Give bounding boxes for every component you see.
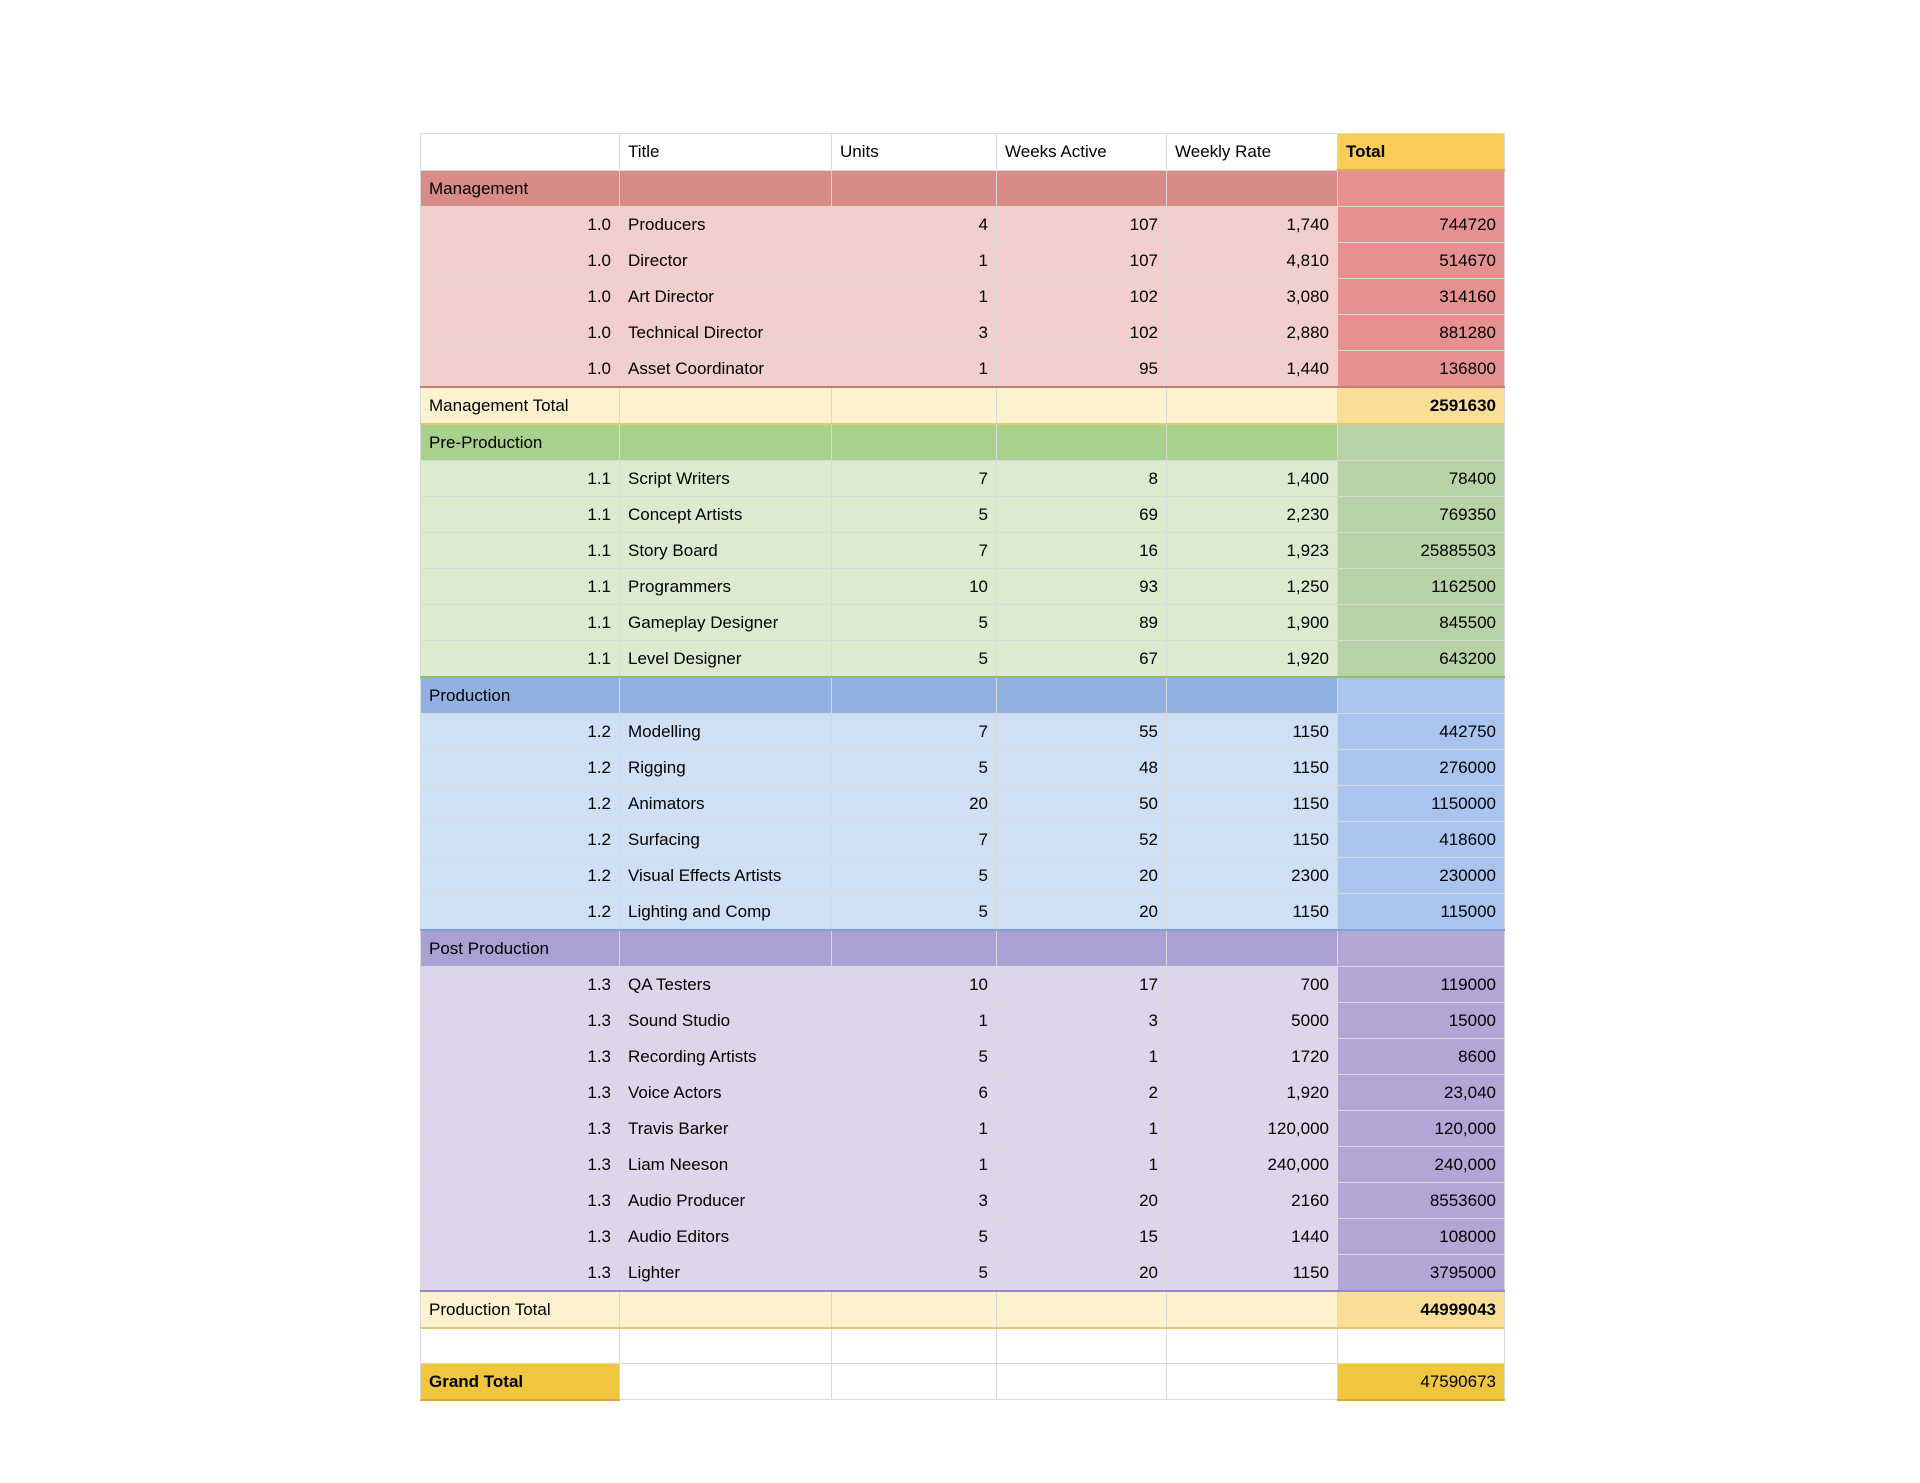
data-row xyxy=(421,1182,1505,1218)
section-header-cell[interactable] xyxy=(997,424,1167,461)
units-cell[interactable]: 1 xyxy=(832,242,997,278)
wbs-code-cell[interactable]: 1.3 xyxy=(421,1182,620,1218)
section-header-total-cell[interactable] xyxy=(1338,677,1505,714)
units-cell[interactable]: 5 xyxy=(832,1218,997,1254)
subtotal-cell[interactable] xyxy=(832,387,997,424)
title-cell[interactable]: Producers xyxy=(620,206,832,242)
section-header-cell[interactable] xyxy=(832,170,997,206)
units-cell[interactable]: 1 xyxy=(832,1146,997,1182)
wbs-code-cell[interactable]: 1.2 xyxy=(421,749,620,785)
wbs-code-cell[interactable]: 1.2 xyxy=(421,713,620,749)
data-row xyxy=(421,1074,1505,1110)
subtotal-cell[interactable] xyxy=(997,387,1167,424)
weekly-rate-cell[interactable]: 4,810 xyxy=(1167,242,1338,278)
wbs-code-cell[interactable]: 1.0 xyxy=(421,278,620,314)
title-cell[interactable]: Rigging xyxy=(620,749,832,785)
weekly-rate-cell[interactable]: 1720 xyxy=(1167,1038,1338,1074)
units-cell[interactable]: 5 xyxy=(832,1038,997,1074)
section-header-row-preproduction xyxy=(421,424,1505,461)
spreadsheet-area xyxy=(420,133,1505,1401)
grand-total-spacer-cell[interactable] xyxy=(1167,1363,1338,1400)
data-row xyxy=(421,496,1505,532)
section-header-total-cell[interactable] xyxy=(1338,930,1505,967)
column-header-row xyxy=(421,134,1505,171)
total-cell[interactable]: 240,000 xyxy=(1338,1146,1505,1182)
section-header-cell[interactable] xyxy=(1167,930,1338,967)
units-cell[interactable]: 7 xyxy=(832,460,997,496)
total-cell[interactable]: 881280 xyxy=(1338,314,1505,350)
title-cell[interactable]: QA Testers xyxy=(620,966,832,1002)
wbs-code-cell[interactable]: 1.3 xyxy=(421,1002,620,1038)
total-cell[interactable]: 108000 xyxy=(1338,1218,1505,1254)
grand-total-row xyxy=(421,1363,1505,1400)
units-cell[interactable]: 1 xyxy=(832,1110,997,1146)
title-cell[interactable]: Story Board xyxy=(620,532,832,568)
data-row xyxy=(421,532,1505,568)
units-cell[interactable]: 3 xyxy=(832,1182,997,1218)
column-header-units[interactable]: Units xyxy=(832,134,997,171)
wbs-code-cell[interactable]: 1.1 xyxy=(421,532,620,568)
wbs-code-cell[interactable]: 1.3 xyxy=(421,966,620,1002)
units-cell[interactable]: 6 xyxy=(832,1074,997,1110)
wbs-code-cell[interactable]: 1.0 xyxy=(421,350,620,387)
wbs-code-cell[interactable]: 1.3 xyxy=(421,1038,620,1074)
section-header-cell[interactable] xyxy=(832,677,997,714)
title-cell[interactable]: Lighter xyxy=(620,1254,832,1291)
subtotal-cell[interactable] xyxy=(997,1291,1167,1328)
weeks-active-cell[interactable]: 17 xyxy=(997,966,1167,1002)
title-cell[interactable]: Asset Coordinator xyxy=(620,350,832,387)
section-header-row-production xyxy=(421,677,1505,714)
total-cell[interactable]: 314160 xyxy=(1338,278,1505,314)
title-cell[interactable]: Surfacing xyxy=(620,821,832,857)
section-header-cell[interactable] xyxy=(1167,424,1338,461)
title-cell[interactable]: Programmers xyxy=(620,568,832,604)
wbs-code-cell[interactable]: 1.1 xyxy=(421,460,620,496)
weekly-rate-cell[interactable]: 5000 xyxy=(1167,1002,1338,1038)
empty-cell[interactable] xyxy=(421,1328,620,1364)
title-cell[interactable]: Art Director xyxy=(620,278,832,314)
units-cell[interactable]: 10 xyxy=(832,966,997,1002)
title-cell[interactable]: Recording Artists xyxy=(620,1038,832,1074)
data-row xyxy=(421,966,1505,1002)
weekly-rate-cell[interactable]: 2,230 xyxy=(1167,496,1338,532)
grand-total-spacer-cell[interactable] xyxy=(997,1363,1167,1400)
title-cell[interactable]: Gameplay Designer xyxy=(620,604,832,640)
units-cell[interactable]: 3 xyxy=(832,314,997,350)
weekly-rate-cell[interactable]: 1150 xyxy=(1167,821,1338,857)
section-header-total-cell[interactable] xyxy=(1338,170,1505,206)
units-cell[interactable]: 7 xyxy=(832,821,997,857)
weekly-rate-cell[interactable]: 1150 xyxy=(1167,749,1338,785)
weeks-active-cell[interactable]: 89 xyxy=(997,604,1167,640)
total-cell[interactable]: 8600 xyxy=(1338,1038,1505,1074)
weeks-active-cell[interactable]: 48 xyxy=(997,749,1167,785)
total-cell[interactable]: 1162500 xyxy=(1338,568,1505,604)
total-cell[interactable]: 25885503 xyxy=(1338,532,1505,568)
empty-cell[interactable] xyxy=(620,1328,832,1364)
title-cell[interactable]: Animators xyxy=(620,785,832,821)
data-row xyxy=(421,206,1505,242)
wbs-code-cell[interactable]: 1.1 xyxy=(421,640,620,677)
data-row xyxy=(421,460,1505,496)
wbs-code-cell[interactable]: 1.2 xyxy=(421,893,620,930)
total-cell[interactable]: 115000 xyxy=(1338,893,1505,930)
subtotal-value-cell[interactable]: 2591630 xyxy=(1338,387,1505,424)
wbs-code-cell[interactable]: 1.0 xyxy=(421,242,620,278)
section-header-cell[interactable] xyxy=(620,170,832,206)
title-cell[interactable]: Audio Producer xyxy=(620,1182,832,1218)
wbs-code-cell[interactable]: 1.3 xyxy=(421,1254,620,1291)
weeks-active-cell[interactable]: 16 xyxy=(997,532,1167,568)
data-row xyxy=(421,278,1505,314)
weeks-active-cell[interactable]: 93 xyxy=(997,568,1167,604)
subtotal-row xyxy=(421,1291,1505,1328)
weeks-active-cell[interactable]: 102 xyxy=(997,314,1167,350)
total-cell[interactable]: 8553600 xyxy=(1338,1182,1505,1218)
weeks-active-cell[interactable]: 102 xyxy=(997,278,1167,314)
title-cell[interactable]: Concept Artists xyxy=(620,496,832,532)
total-cell[interactable]: 744720 xyxy=(1338,206,1505,242)
weeks-active-cell[interactable]: 20 xyxy=(997,857,1167,893)
subtotal-cell[interactable] xyxy=(620,1291,832,1328)
section-header-cell[interactable] xyxy=(832,424,997,461)
weeks-active-cell[interactable]: 55 xyxy=(997,713,1167,749)
empty-cell[interactable] xyxy=(1338,1328,1505,1364)
subtotal-label[interactable]: Production Total xyxy=(421,1291,620,1328)
section-header-row-postproduction xyxy=(421,930,1505,967)
data-row xyxy=(421,713,1505,749)
budget-table xyxy=(420,133,1505,1401)
total-cell[interactable]: 136800 xyxy=(1338,350,1505,387)
wbs-code-cell[interactable]: 1.0 xyxy=(421,314,620,350)
wbs-code-cell[interactable]: 1.2 xyxy=(421,857,620,893)
data-row xyxy=(421,1254,1505,1291)
section-header-cell[interactable] xyxy=(997,930,1167,967)
weekly-rate-cell[interactable]: 2,880 xyxy=(1167,314,1338,350)
units-cell[interactable]: 5 xyxy=(832,496,997,532)
section-header-cell[interactable] xyxy=(997,677,1167,714)
total-cell[interactable]: 276000 xyxy=(1338,749,1505,785)
subtotal-cell[interactable] xyxy=(620,387,832,424)
units-cell[interactable]: 1 xyxy=(832,350,997,387)
wbs-code-cell[interactable]: 1.2 xyxy=(421,821,620,857)
subtotal-cell[interactable] xyxy=(1167,1291,1338,1328)
section-header-cell[interactable] xyxy=(620,677,832,714)
weeks-active-cell[interactable]: 3 xyxy=(997,1002,1167,1038)
section-label[interactable]: Post Production xyxy=(421,930,620,967)
title-cell[interactable]: Lighting and Comp xyxy=(620,893,832,930)
units-cell[interactable]: 1 xyxy=(832,1002,997,1038)
weeks-active-cell[interactable]: 95 xyxy=(997,350,1167,387)
wbs-code-cell[interactable]: 1.3 xyxy=(421,1110,620,1146)
weekly-rate-cell[interactable]: 1440 xyxy=(1167,1218,1338,1254)
total-cell[interactable]: 230000 xyxy=(1338,857,1505,893)
wbs-code-cell[interactable]: 1.3 xyxy=(421,1074,620,1110)
column-header-weeks-active[interactable]: Weeks Active xyxy=(997,134,1167,171)
weeks-active-cell[interactable]: 8 xyxy=(997,460,1167,496)
weeks-active-cell[interactable]: 52 xyxy=(997,821,1167,857)
empty-cell[interactable] xyxy=(997,1328,1167,1364)
units-cell[interactable]: 5 xyxy=(832,749,997,785)
weekly-rate-cell[interactable]: 1,923 xyxy=(1167,532,1338,568)
title-cell[interactable]: Technical Director xyxy=(620,314,832,350)
weekly-rate-cell[interactable]: 1,740 xyxy=(1167,206,1338,242)
column-header-weekly-rate[interactable]: Weekly Rate xyxy=(1167,134,1338,171)
data-row xyxy=(421,749,1505,785)
units-cell[interactable]: 1 xyxy=(832,278,997,314)
weeks-active-cell[interactable]: 1 xyxy=(997,1038,1167,1074)
total-cell[interactable]: 119000 xyxy=(1338,966,1505,1002)
units-cell[interactable]: 5 xyxy=(832,640,997,677)
weeks-active-cell[interactable]: 107 xyxy=(997,242,1167,278)
weeks-active-cell[interactable]: 1 xyxy=(997,1146,1167,1182)
section-header-cell[interactable] xyxy=(997,170,1167,206)
total-cell[interactable]: 514670 xyxy=(1338,242,1505,278)
wbs-code-cell[interactable]: 1.0 xyxy=(421,206,620,242)
total-cell[interactable]: 3795000 xyxy=(1338,1254,1505,1291)
wbs-code-cell[interactable]: 1.3 xyxy=(421,1146,620,1182)
data-row xyxy=(421,893,1505,930)
section-header-cell[interactable] xyxy=(1167,170,1338,206)
units-cell[interactable]: 5 xyxy=(832,604,997,640)
total-cell[interactable]: 23,040 xyxy=(1338,1074,1505,1110)
title-cell[interactable]: Voice Actors xyxy=(620,1074,832,1110)
empty-cell[interactable] xyxy=(832,1328,997,1364)
section-header-cell[interactable] xyxy=(1167,677,1338,714)
section-label[interactable]: Production xyxy=(421,677,620,714)
weekly-rate-cell[interactable]: 1150 xyxy=(1167,713,1338,749)
subtotal-label[interactable]: Management Total xyxy=(421,387,620,424)
weekly-rate-cell[interactable]: 1150 xyxy=(1167,785,1338,821)
total-cell[interactable]: 418600 xyxy=(1338,821,1505,857)
grand-total-label[interactable]: Grand Total xyxy=(421,1363,620,1400)
weeks-active-cell[interactable]: 50 xyxy=(997,785,1167,821)
title-cell[interactable]: Director xyxy=(620,242,832,278)
title-cell[interactable]: Liam Neeson xyxy=(620,1146,832,1182)
section-header-total-cell[interactable] xyxy=(1338,424,1505,461)
weeks-active-cell[interactable]: 67 xyxy=(997,640,1167,677)
weekly-rate-cell[interactable]: 1,900 xyxy=(1167,604,1338,640)
data-row xyxy=(421,640,1505,677)
wbs-code-cell[interactable]: 1.3 xyxy=(421,1218,620,1254)
subtotal-cell[interactable] xyxy=(1167,387,1338,424)
units-cell[interactable]: 5 xyxy=(832,857,997,893)
units-cell[interactable]: 4 xyxy=(832,206,997,242)
subtotal-value-cell[interactable]: 44999043 xyxy=(1338,1291,1505,1328)
wbs-code-cell[interactable]: 1.1 xyxy=(421,604,620,640)
total-cell[interactable]: 120,000 xyxy=(1338,1110,1505,1146)
wbs-code-cell[interactable]: 1.1 xyxy=(421,568,620,604)
weeks-active-cell[interactable]: 1 xyxy=(997,1110,1167,1146)
weeks-active-cell[interactable]: 20 xyxy=(997,1182,1167,1218)
weekly-rate-cell[interactable]: 1,440 xyxy=(1167,350,1338,387)
weeks-active-cell[interactable]: 2 xyxy=(997,1074,1167,1110)
data-row xyxy=(421,350,1505,387)
budget-table-body xyxy=(421,134,1505,1400)
units-cell[interactable]: 7 xyxy=(832,532,997,568)
weekly-rate-cell[interactable]: 1,250 xyxy=(1167,568,1338,604)
empty-row xyxy=(421,1328,1505,1364)
weekly-rate-cell[interactable]: 240,000 xyxy=(1167,1146,1338,1182)
title-cell[interactable]: Travis Barker xyxy=(620,1110,832,1146)
units-cell[interactable]: 10 xyxy=(832,568,997,604)
data-row xyxy=(421,314,1505,350)
data-row xyxy=(421,1218,1505,1254)
data-row xyxy=(421,1110,1505,1146)
weeks-active-cell[interactable]: 107 xyxy=(997,206,1167,242)
weekly-rate-cell[interactable]: 120,000 xyxy=(1167,1110,1338,1146)
section-header-cell[interactable] xyxy=(620,424,832,461)
weekly-rate-cell[interactable]: 2160 xyxy=(1167,1182,1338,1218)
wbs-code-cell[interactable]: 1.2 xyxy=(421,785,620,821)
weekly-rate-cell[interactable]: 2300 xyxy=(1167,857,1338,893)
data-row xyxy=(421,1038,1505,1074)
title-cell[interactable]: Modelling xyxy=(620,713,832,749)
column-header-total[interactable]: Total xyxy=(1338,134,1505,171)
units-cell[interactable]: 5 xyxy=(832,1254,997,1291)
units-cell[interactable]: 20 xyxy=(832,785,997,821)
data-row xyxy=(421,242,1505,278)
weeks-active-cell[interactable]: 20 xyxy=(997,893,1167,930)
weekly-rate-cell[interactable]: 1,920 xyxy=(1167,1074,1338,1110)
title-cell[interactable]: Script Writers xyxy=(620,460,832,496)
grand-total-value-cell[interactable]: 47590673 xyxy=(1338,1363,1505,1400)
total-cell[interactable]: 769350 xyxy=(1338,496,1505,532)
data-row xyxy=(421,1002,1505,1038)
section-header-cell[interactable] xyxy=(620,930,832,967)
section-header-cell[interactable] xyxy=(832,930,997,967)
grand-total-spacer-cell[interactable] xyxy=(620,1363,832,1400)
title-cell[interactable]: Visual Effects Artists xyxy=(620,857,832,893)
total-cell[interactable]: 1150000 xyxy=(1338,785,1505,821)
weekly-rate-cell[interactable]: 700 xyxy=(1167,966,1338,1002)
data-row xyxy=(421,785,1505,821)
units-cell[interactable]: 7 xyxy=(832,713,997,749)
data-row xyxy=(421,1146,1505,1182)
total-cell[interactable]: 845500 xyxy=(1338,604,1505,640)
total-cell[interactable]: 15000 xyxy=(1338,1002,1505,1038)
weekly-rate-cell[interactable]: 1,400 xyxy=(1167,460,1338,496)
subtotal-cell[interactable] xyxy=(832,1291,997,1328)
title-cell[interactable]: Sound Studio xyxy=(620,1002,832,1038)
weeks-active-cell[interactable]: 69 xyxy=(997,496,1167,532)
section-header-row-management xyxy=(421,170,1505,206)
weeks-active-cell[interactable]: 20 xyxy=(997,1254,1167,1291)
total-cell[interactable]: 643200 xyxy=(1338,640,1505,677)
wbs-code-cell[interactable]: 1.1 xyxy=(421,496,620,532)
weeks-active-cell[interactable]: 15 xyxy=(997,1218,1167,1254)
data-row xyxy=(421,857,1505,893)
subtotal-row xyxy=(421,387,1505,424)
title-cell[interactable]: Audio Editors xyxy=(620,1218,832,1254)
grand-total-spacer-cell[interactable] xyxy=(832,1363,997,1400)
weekly-rate-cell[interactable]: 3,080 xyxy=(1167,278,1338,314)
total-cell[interactable]: 78400 xyxy=(1338,460,1505,496)
section-label[interactable]: Pre-Production xyxy=(421,424,620,461)
section-label[interactable]: Management xyxy=(421,170,620,206)
title-cell[interactable]: Level Designer xyxy=(620,640,832,677)
data-row xyxy=(421,821,1505,857)
total-cell[interactable]: 442750 xyxy=(1338,713,1505,749)
column-header-corner[interactable] xyxy=(421,134,620,171)
data-row xyxy=(421,604,1505,640)
weekly-rate-cell[interactable]: 1150 xyxy=(1167,893,1338,930)
empty-cell[interactable] xyxy=(1167,1328,1338,1364)
column-header-title[interactable]: Title xyxy=(620,134,832,171)
weekly-rate-cell[interactable]: 1,920 xyxy=(1167,640,1338,677)
weekly-rate-cell[interactable]: 1150 xyxy=(1167,1254,1338,1291)
units-cell[interactable]: 5 xyxy=(832,893,997,930)
data-row xyxy=(421,568,1505,604)
